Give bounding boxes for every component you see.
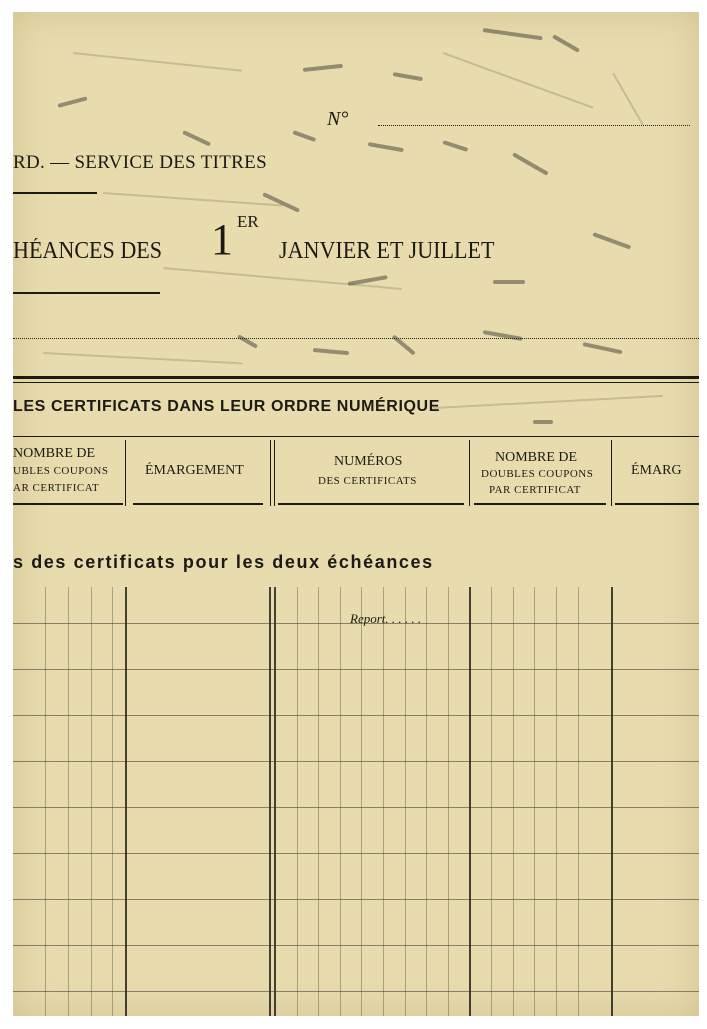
number-dotted-line (378, 125, 690, 126)
echeances-superscript: ER (237, 212, 259, 231)
col4-line3: PAR CERTIFICAT (489, 484, 581, 496)
hdr-underline-2 (133, 503, 263, 505)
paper-form (13, 12, 699, 1016)
hdr-underline-1 (13, 503, 123, 505)
echeances-prefix: HÉANCES DES (13, 238, 163, 264)
col5-line1: ÉMARG (631, 463, 682, 478)
hdr-underline-5 (615, 503, 699, 505)
col1-line1: NOMBRE DE (13, 446, 96, 461)
hdr-divider-1 (125, 440, 126, 506)
service-line: RD. — SERVICE DES TITRES (13, 152, 267, 173)
heavy-rule-top (13, 376, 699, 379)
long-dotted-line (13, 338, 699, 339)
col3-line2: DES CERTIFICATS (318, 475, 417, 487)
col4-line2: DOUBLES COUPONS (481, 468, 594, 480)
hdr-underline-4 (474, 503, 606, 505)
echeances-suffix: JANVIER ET JUILLET (279, 238, 495, 264)
col1-line2: UBLES COUPONS (13, 465, 109, 477)
hdr-underline-3 (278, 503, 464, 505)
hdr-divider-3 (469, 440, 470, 506)
heavy-rule-bottom (13, 382, 699, 383)
section-title: LES CERTIFICATS DANS LEUR ORDRE NUMÉRIQUE (13, 398, 440, 415)
hdr-divider-4 (611, 440, 612, 506)
subtitle: s des certificats pour les deux échéances (13, 552, 434, 572)
report-label: Report. . . . . . (350, 611, 422, 626)
col4-line1: NOMBRE DE (495, 450, 578, 465)
header-table-top-rule (13, 436, 699, 437)
echeances-day: 1 (211, 215, 233, 264)
col2-line1: ÉMARGEMENT (145, 463, 244, 478)
number-mark: N° (327, 108, 349, 130)
echeances-underline (13, 292, 160, 294)
col3-line1: NUMÉROS (334, 454, 403, 469)
hdr-divider-2a (270, 440, 271, 506)
hdr-divider-2b (274, 440, 275, 506)
service-underline (13, 192, 97, 194)
col1-line3: AR CERTIFICAT (13, 482, 100, 494)
